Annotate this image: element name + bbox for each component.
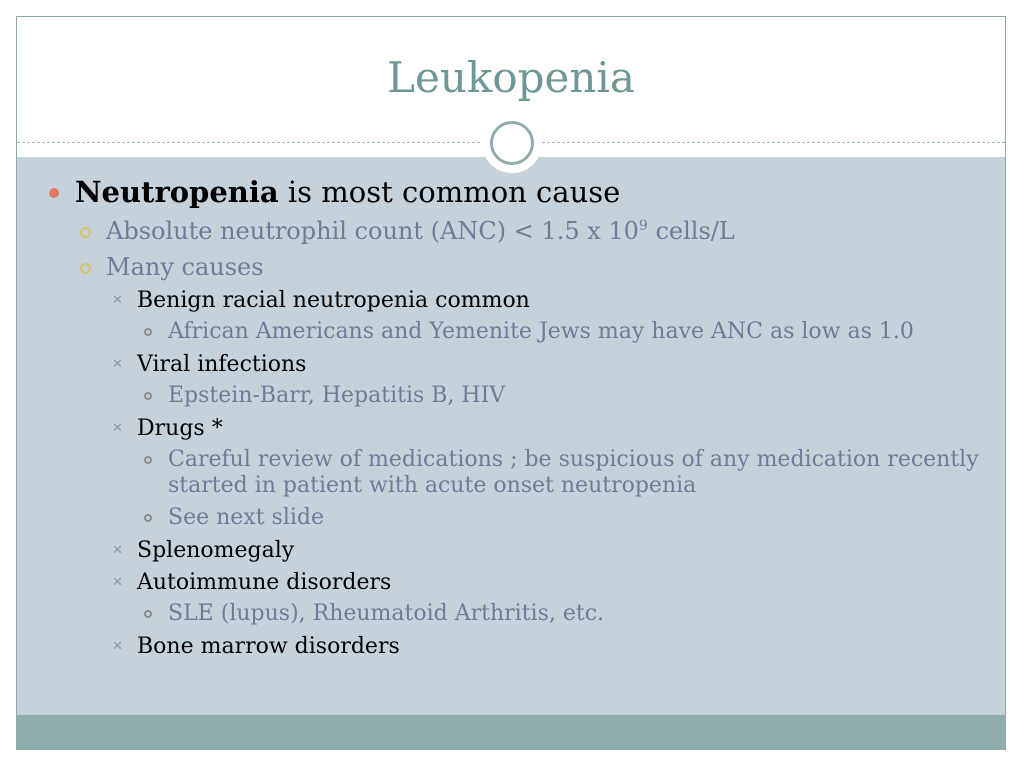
- divider-ring: [490, 121, 534, 165]
- bullet-level1: [75, 175, 620, 209]
- bullet-ring-icon: [80, 227, 91, 238]
- bullet-dot-icon: [49, 188, 59, 198]
- bullet-level2: [106, 217, 735, 245]
- bullet-ring-small-icon: [144, 610, 152, 618]
- bullet-x-icon: ✕: [112, 293, 123, 308]
- bullet-level4: African Americans and Yemenite Jews may have ANC as low as 1.0: [168, 319, 914, 344]
- bullet-level1-text: is most common cause: [278, 175, 621, 209]
- bullet-x-icon: ✕: [112, 639, 123, 654]
- bullet-x-icon: ✕: [112, 575, 123, 590]
- bullet-ring-small-icon: [144, 328, 152, 336]
- bullet-level4: SLE (lupus), Rheumatoid Arthritis, etc.: [168, 601, 605, 626]
- bullet-level4: Epstein-Barr, Hepatitis B, HIV: [168, 383, 506, 408]
- bullet-ring-small-icon: [144, 456, 152, 464]
- bullet-level3: Benign racial neutropenia common: [137, 288, 530, 313]
- bullet-level3: Bone marrow disorders: [137, 634, 400, 659]
- anc-unit: cells/L: [647, 217, 735, 245]
- slide-title: Leukopenia: [387, 53, 635, 102]
- bullet-level3: Viral infections: [137, 352, 307, 377]
- bullet-level4-continuation: started in patient with acute onset neutropenia: [168, 473, 697, 498]
- bullet-x-icon: ✕: [112, 421, 123, 436]
- keyword-neutropenia: Neutropenia: [75, 175, 279, 209]
- bullet-x-icon: ✕: [112, 543, 123, 558]
- bullet-level3: Autoimmune disorders: [137, 570, 392, 595]
- bullet-level4: Careful review of medications ; be suspicious of any medication recently: [168, 447, 979, 472]
- bullet-ring-icon: [80, 263, 91, 274]
- bullet-level3: Splenomegaly: [137, 538, 295, 563]
- bullet-ring-small-icon: [144, 392, 152, 400]
- bullet-x-icon: ✕: [112, 357, 123, 372]
- bullet-level4: See next slide: [168, 505, 324, 530]
- footer-bar: [17, 715, 1005, 749]
- slide: [16, 16, 1006, 750]
- bullet-ring-small-icon: [144, 514, 152, 522]
- anc-exponent: 9: [638, 218, 648, 234]
- bullet-level3: Drugs *: [137, 416, 223, 441]
- anc-text: Absolute neutrophil count (ANC) < 1.5 x 10: [106, 217, 639, 245]
- bullet-level2: Many causes: [106, 253, 264, 281]
